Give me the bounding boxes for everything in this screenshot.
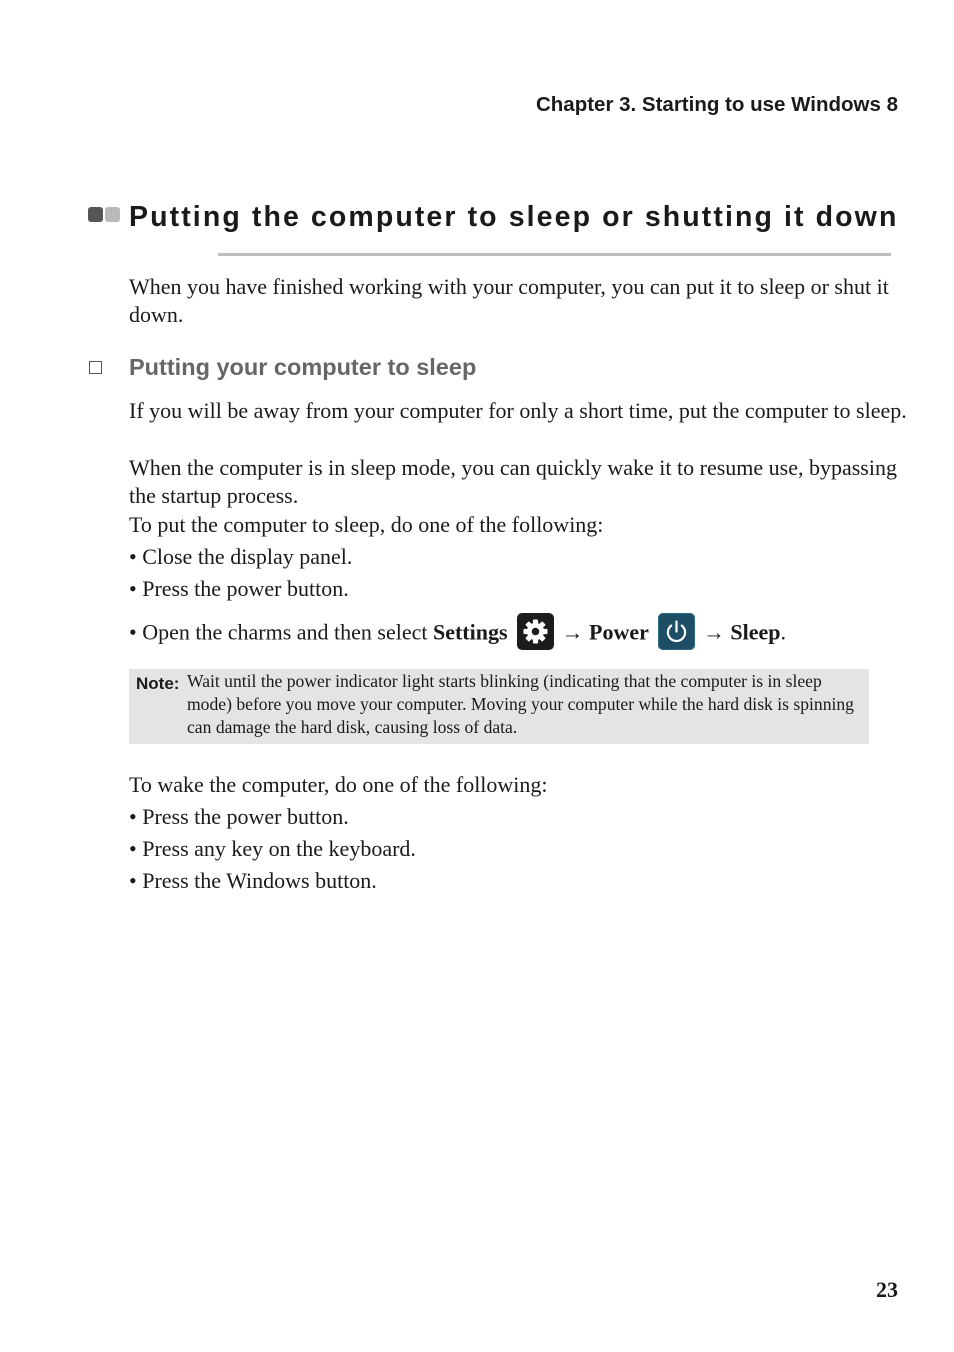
arrow-to-sleep: → [702,619,731,645]
marker-dot-dark [88,207,103,222]
section-marker-icon [88,207,124,223]
power-icon [658,613,695,650]
paragraph-wake-instructions: To wake the computer, do one of the following: [129,772,548,797]
title-rule [218,253,891,256]
note-label: Note: [136,674,180,693]
list-item-close-display: • Close the display panel. [129,544,353,569]
subsection-title: Putting your computer to sleep [129,354,477,380]
list-item-wake-windows: • Press the Windows button. [129,868,377,893]
power-label: Power [589,619,649,645]
note-box [129,669,869,744]
charms-suffix: . [780,619,787,645]
note-text: Wait until the power indicator light starts blinking (indicating that the computer is in sleep mode) before you move your computer. Moving your computer while the hard disk is spinning can damage the hard disk, causing loss of data. [187,671,854,737]
sleep-label: Sleep [730,619,781,645]
gear-icon [517,613,554,650]
list-item-charms [129,616,786,653]
charms-prefix: • Open the charms and then select [129,619,433,645]
subsection-bullet-icon [89,361,102,374]
list-item-wake-key: • Press any key on the keyboard. [129,836,416,861]
page-number: 23 [876,1277,898,1302]
list-item-wake-power: • Press the power button. [129,804,349,829]
settings-label: Settings [432,619,508,645]
paragraph-sleep-instructions: To put the computer to sleep, do one of the following: [129,512,604,537]
chapter-header: Chapter 3. Starting to use Windows 8 [535,93,898,116]
paragraph-away: If you will be away from your computer for only a short time, put the computer to sleep. [129,398,907,423]
section-intro: When you have finished working with your computer, you can put it to sleep or shut it down. [129,274,889,327]
list-item-press-power: • Press the power button. [129,576,349,601]
section-title: Putting the computer to sleep or shutting it down [129,201,899,233]
arrow-to-power: → [561,619,590,645]
marker-dot-light [105,207,120,222]
paragraph-sleep-mode: When the computer is in sleep mode, you can quickly wake it to resume use, bypassing the startup process. [129,455,897,508]
